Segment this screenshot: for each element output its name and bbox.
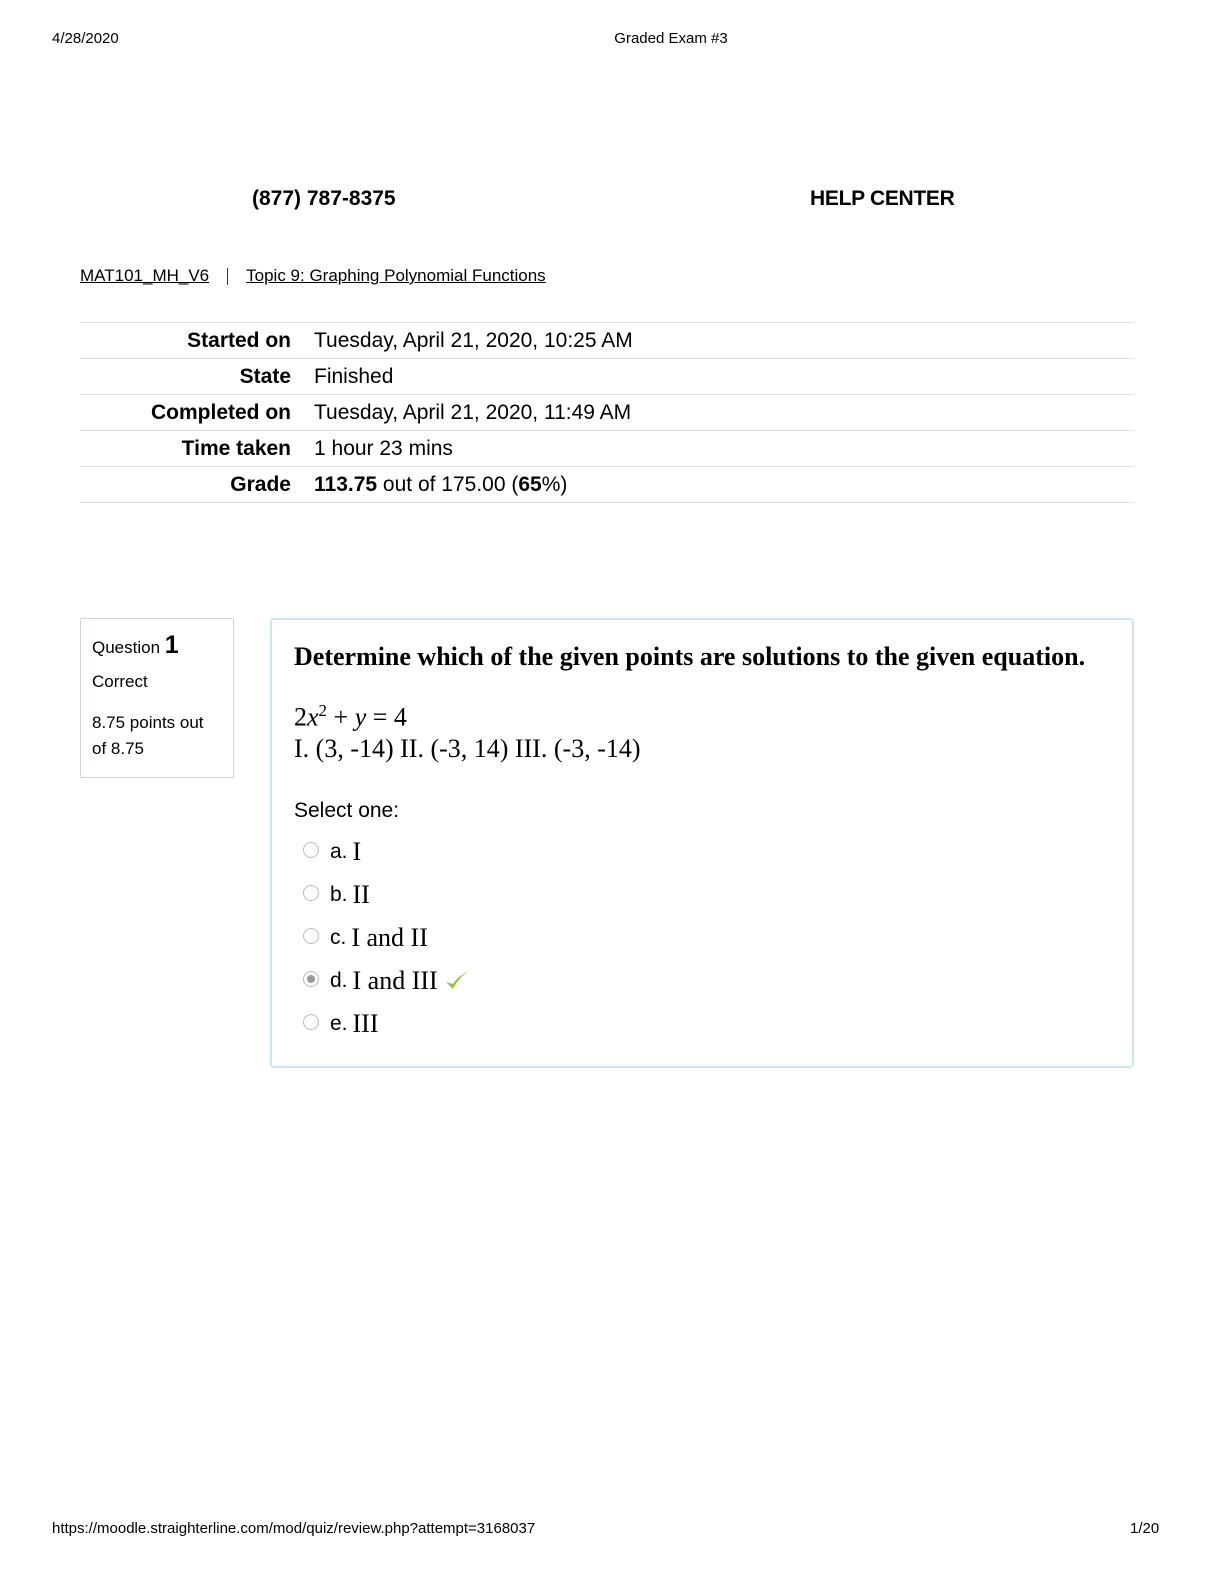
answer-option-e[interactable] <box>303 1003 1110 1046</box>
breadcrumb-separator <box>227 268 228 285</box>
answer-radio-c[interactable] <box>303 928 319 944</box>
answer-text: III <box>352 1009 379 1039</box>
answer-option-a[interactable] <box>303 831 1110 874</box>
select-one-prompt: Select one: <box>294 798 400 822</box>
answer-letter: b. <box>330 883 348 907</box>
attempt-summary-table <box>80 322 1134 503</box>
question-text: Determine which of the given points are solutions to the given equation. <box>294 642 1086 671</box>
summary-row-time <box>80 431 1134 467</box>
question-mark: 8.75 points out of 8.75 <box>92 713 204 758</box>
breadcrumb-course-link[interactable]: MAT101_MH_V6 <box>80 266 210 285</box>
grade-percent: 65 <box>518 472 542 496</box>
state-value: Finished <box>314 364 394 388</box>
print-footer-page: 1/20 <box>1130 1520 1160 1537</box>
correct-check-icon <box>444 968 470 994</box>
completed-on-label: Completed on <box>151 400 291 424</box>
answer-letter: d. <box>330 969 348 993</box>
question-number <box>92 631 222 660</box>
grade-value <box>314 467 1134 503</box>
grade-percent-suffix: %) <box>541 472 568 496</box>
answer-text: I and II <box>351 923 428 953</box>
question-info-box <box>80 618 234 778</box>
time-taken-label: Time taken <box>181 436 291 460</box>
grade-out-of: out of 175.00 ( <box>377 472 519 496</box>
question-equation <box>294 696 1110 733</box>
print-footer-url: https://moodle.straighterline.com/mod/quiz/review.php?attempt=3168037 <box>52 1520 536 1537</box>
summary-row-state <box>80 359 1134 395</box>
answer-text: II <box>352 880 370 910</box>
equation-var-y: y <box>354 702 367 732</box>
time-taken-value: 1 hour 23 mins <box>314 436 453 460</box>
answer-text: I <box>352 837 362 867</box>
equation-plus: + <box>327 702 355 732</box>
answer-radio-a[interactable] <box>303 842 319 858</box>
answer-radio-b[interactable] <box>303 885 319 901</box>
question-state: Correct <box>92 672 148 691</box>
grade-label: Grade <box>230 472 291 496</box>
question-number-value: 1 <box>164 631 179 659</box>
grade-score: 113.75 <box>314 472 378 496</box>
print-header-title <box>0 30 1224 47</box>
question-formulation <box>270 618 1134 1068</box>
answer-text: I and III <box>352 966 438 996</box>
answer-radio-e[interactable] <box>303 1014 319 1030</box>
equation-coef: 2 <box>294 702 307 732</box>
equation-exponent: 2 <box>318 701 328 720</box>
summary-row-started <box>80 323 1134 359</box>
breadcrumb-topic-link[interactable]: Topic 9: Graphing Polynomial Functions <box>246 266 546 285</box>
summary-row-completed <box>80 395 1134 431</box>
state-label: State <box>239 364 291 388</box>
breadcrumb <box>80 266 546 286</box>
answer-letter: a. <box>330 840 348 864</box>
answer-option-d[interactable] <box>303 960 1110 1003</box>
answer-letter: c. <box>330 926 347 950</box>
summary-row-grade <box>80 467 1134 503</box>
answer-options <box>294 831 1110 1046</box>
question-label: Question <box>92 638 161 657</box>
help-center-link[interactable]: HELP CENTER <box>810 187 955 210</box>
print-header-date: 4/28/2020 <box>52 30 119 47</box>
print-header-title-text: Graded Exam #3 <box>614 30 728 47</box>
started-on-label: Started on <box>187 328 291 352</box>
answer-letter: e. <box>330 1012 348 1036</box>
phone-number[interactable]: (877) 787-8375 <box>252 187 396 210</box>
answer-option-b[interactable] <box>303 874 1110 917</box>
equation-equals: = 4 <box>366 702 407 732</box>
started-on-value: Tuesday, April 21, 2020, 10:25 AM <box>314 328 633 352</box>
question-points: I. (3, -14) II. (-3, 14) III. (-3, -14) <box>294 733 641 763</box>
answer-radio-d[interactable] <box>303 971 319 987</box>
equation-var-x: x <box>307 702 319 732</box>
completed-on-value: Tuesday, April 21, 2020, 11:49 AM <box>314 400 632 424</box>
answer-option-c[interactable] <box>303 917 1110 960</box>
